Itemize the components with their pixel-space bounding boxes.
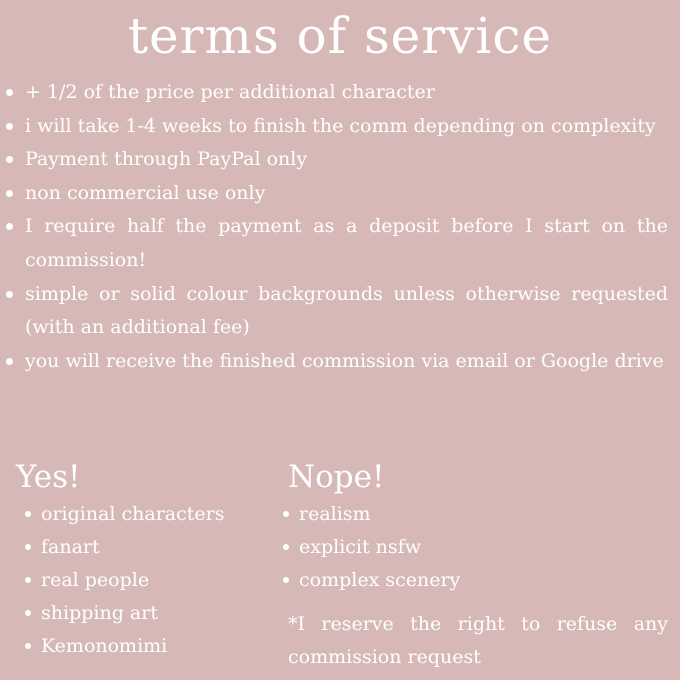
bullet-icon bbox=[25, 544, 31, 550]
term-text: you will receive the finished commission via email or Google drive bbox=[25, 349, 664, 372]
bullet-icon bbox=[6, 223, 13, 230]
term-item bbox=[0, 143, 680, 177]
yes-item bbox=[22, 531, 272, 564]
nope-item bbox=[280, 498, 540, 531]
terms-list bbox=[0, 76, 680, 378]
term-text: I require half the payment as a deposit before I start on the commission! bbox=[25, 215, 668, 271]
yes-heading: Yes! bbox=[16, 459, 81, 495]
bullet-icon bbox=[25, 610, 31, 616]
yes-item-text: fanart bbox=[41, 536, 100, 558]
nope-list bbox=[280, 498, 540, 597]
term-text: i will take 1-4 weeks to finish the comm depending on complexity bbox=[25, 114, 656, 137]
term-text: + 1/2 of the price per additional character bbox=[25, 81, 435, 103]
term-item bbox=[0, 210, 680, 277]
term-item bbox=[0, 177, 680, 211]
bullet-icon bbox=[25, 643, 31, 649]
yes-item bbox=[22, 564, 272, 597]
nope-item-text: complex scenery bbox=[299, 569, 461, 591]
bullet-icon bbox=[283, 544, 289, 550]
bullet-icon bbox=[25, 511, 31, 517]
nope-item-text: realism bbox=[299, 503, 371, 525]
yes-item bbox=[22, 498, 272, 531]
term-item bbox=[0, 278, 680, 345]
yes-item-text: shipping art bbox=[41, 602, 158, 624]
nope-item bbox=[280, 564, 540, 597]
bullet-icon bbox=[6, 89, 13, 96]
yes-item-text: original characters bbox=[41, 503, 225, 525]
bullet-icon bbox=[6, 358, 13, 365]
bullet-icon bbox=[6, 156, 13, 163]
refusal-note: *I reserve the right to refuse any commission request bbox=[288, 613, 668, 668]
term-text: simple or solid colour backgrounds unless otherwise requested (with an additional fee) bbox=[25, 282, 668, 339]
page-title: terms of service bbox=[127, 7, 553, 65]
bullet-icon bbox=[283, 511, 289, 517]
bullet-icon bbox=[6, 123, 13, 130]
term-item bbox=[0, 110, 680, 144]
term-text: Payment through PayPal only bbox=[25, 148, 308, 171]
term-item bbox=[0, 345, 680, 379]
yes-item-text: real people bbox=[41, 569, 150, 591]
bullet-icon bbox=[283, 577, 289, 583]
term-item bbox=[0, 76, 680, 110]
yes-item-text: Kemonomimi bbox=[41, 635, 168, 657]
term-text: non commercial use only bbox=[25, 181, 266, 204]
nope-item bbox=[280, 531, 540, 564]
bullet-icon bbox=[6, 291, 13, 298]
nope-heading: Nope! bbox=[288, 459, 385, 495]
bullet-icon bbox=[6, 190, 13, 197]
nope-item-text: explicit nsfw bbox=[299, 536, 421, 558]
bullet-icon bbox=[25, 577, 31, 583]
yes-item bbox=[22, 630, 272, 663]
yes-list bbox=[22, 498, 272, 663]
yes-item bbox=[22, 597, 272, 630]
